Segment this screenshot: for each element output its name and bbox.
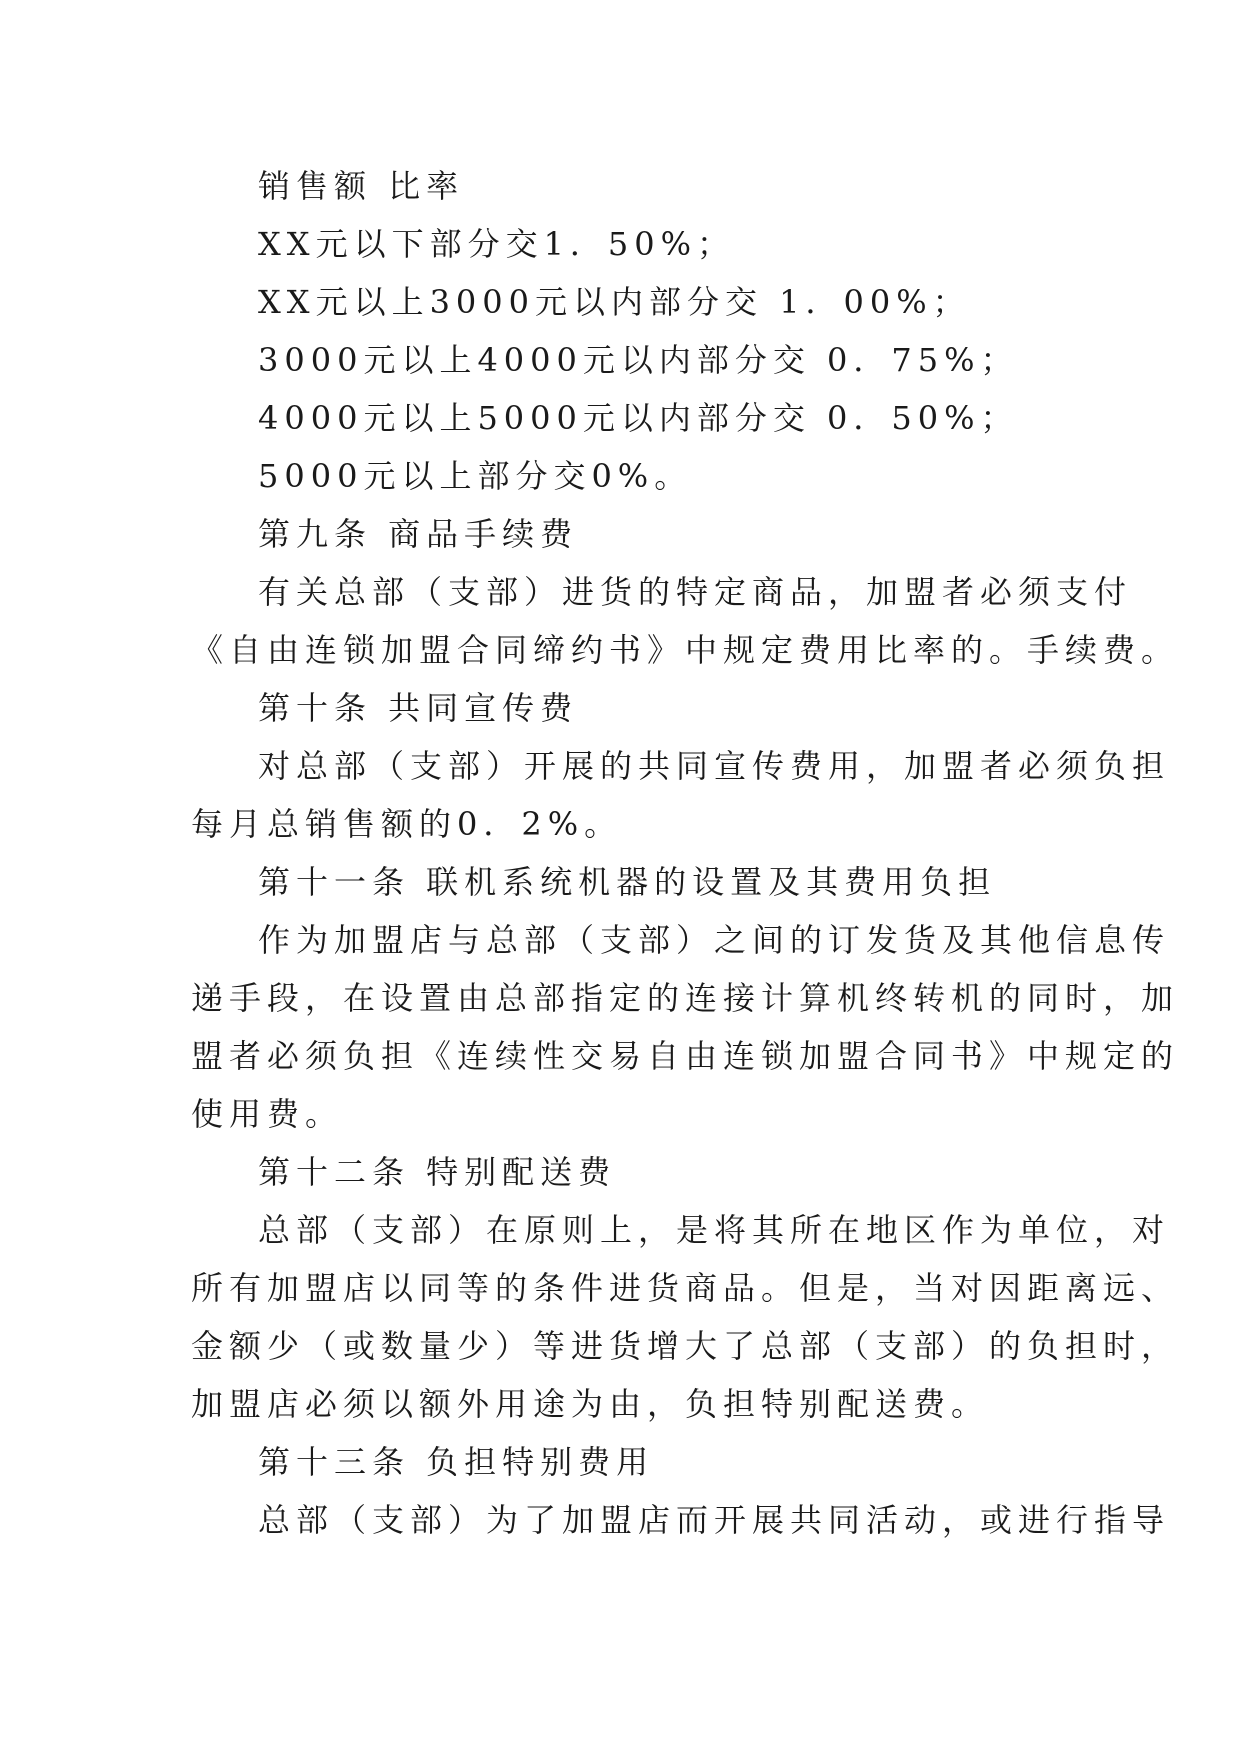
article-12-heading: 第十二条 特别配送费 — [258, 1153, 617, 1191]
article-12-text-line-3: 金额少（或数量少）等进货增大了总部（支部）的负担时， — [191, 1327, 1180, 1365]
rate-row-4: 4000元以上5000元以内部分交 0．50%； — [258, 399, 1019, 437]
rate-row-3: 3000元以上4000元以内部分交 0．75%； — [258, 341, 1019, 379]
article-11-text-line-1: 作为加盟店与总部（支部）之间的订发货及其他信息传 — [258, 921, 1171, 959]
article-12-text-line-1: 总部（支部）在原则上，是将其所在地区作为单位，对 — [258, 1211, 1171, 1249]
article-11-text-line-3: 盟者必须负担《连续性交易自由连锁加盟合同书》中规定的 — [191, 1037, 1180, 1075]
rate-row-1: XX元以下部分交1．50%； — [258, 225, 736, 263]
article-13-heading: 第十三条 负担特别费用 — [258, 1443, 655, 1481]
rate-row-2: XX元以上3000元以内部分交 1．00%； — [258, 283, 971, 321]
article-9-text-line-1: 有关总部（支部）进货的特定商品，加盟者必须支付 — [258, 573, 1133, 611]
article-10-text-line-2: 每月总销售额的0．2%。 — [191, 805, 623, 843]
article-10-text-line-1: 对总部（支部）开展的共同宣传费用，加盟者必须负担 — [258, 747, 1171, 785]
article-12-text-line-4: 加盟店必须以额外用途为由，负担特别配送费。 — [191, 1385, 990, 1423]
article-11-text-line-2: 递手段，在设置由总部指定的连接计算机终转机的同时，加 — [191, 979, 1180, 1017]
article-9-heading: 第九条 商品手续费 — [258, 515, 579, 553]
table-header-sales-rate: 销售额 比率 — [258, 167, 465, 205]
article-11-heading: 第十一条 联机系统机器的设置及其费用负担 — [258, 863, 997, 901]
article-11-text-line-4: 使用费。 — [191, 1095, 344, 1133]
article-13-text-line-1: 总部（支部）为了加盟店而开展共同活动，或进行指导 — [258, 1501, 1171, 1539]
article-10-heading: 第十条 共同宣传费 — [258, 689, 579, 727]
article-9-text-line-2: 《自由连锁加盟合同缔约书》中规定费用比率的。手续费。 — [191, 631, 1180, 669]
article-12-text-line-2: 所有加盟店以同等的条件进货商品。但是，当对因距离远、 — [191, 1269, 1180, 1307]
rate-row-5: 5000元以上部分交0%。 — [258, 457, 693, 495]
